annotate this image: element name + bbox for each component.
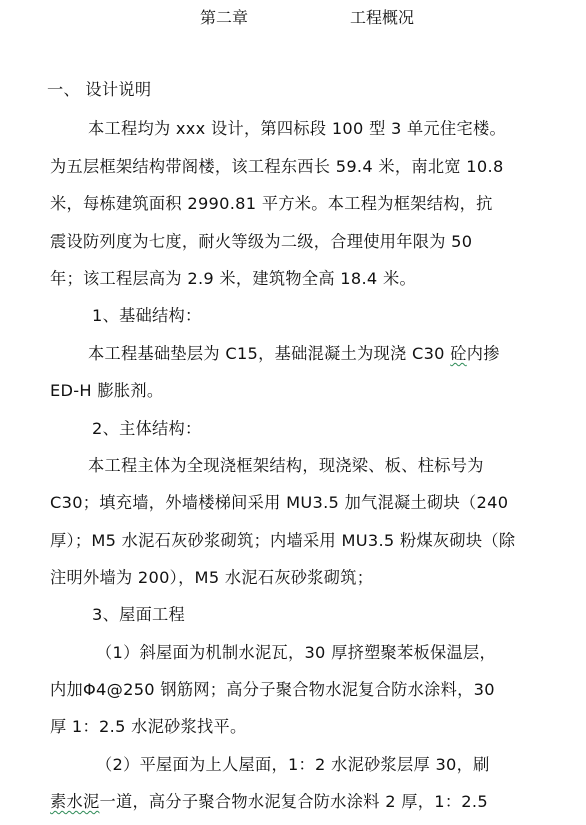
spellcheck-flagged-word: 砼 — [450, 344, 467, 363]
section-heading-design: 一、 设计说明 — [47, 80, 152, 99]
paragraph-line: 震设防列度为七度，耐火等级为二级，合理使用年限为 50 — [50, 232, 473, 251]
paragraph-line: （2）平屋面为上人屋面，1：2 水泥砂浆层厚 30，刷 — [96, 755, 490, 774]
text-span: 内掺 — [466, 344, 500, 363]
paragraph-line: 米，每栋建筑面积 2990.81 平方米。本工程为框架结构，抗 — [50, 194, 493, 213]
paragraph-line: 年；该工程层高为 2.9 米，建筑物全高 18.4 米。 — [50, 269, 416, 288]
paragraph-line: （1）斜屋面为机制水泥瓦，30 厚挤塑聚苯板保温层， — [96, 643, 496, 662]
paragraph-line: 本工程均为 xxx 设计，第四标段 100 型 3 单元住宅楼。 — [88, 119, 506, 138]
text-span: 本工程基础垫层为 C15，基础混凝土为现浇 C30 — [88, 344, 451, 363]
paragraph-line: 内加Φ4@250 钢筋网；高分子聚合物水泥复合防水涂料，30 — [50, 680, 495, 699]
paragraph-line: 厚 1：2.5 水泥砂浆找平。 — [50, 717, 247, 736]
subsection-heading-roof: 3、屋面工程 — [92, 605, 186, 624]
paragraph-line: C30；填充墙，外墙楼梯间采用 MU3.5 加气混凝土砌块（240 — [50, 493, 509, 512]
text-span: 一道，高分子聚合物水泥复合防水涂料 2 厚，1：2.5 — [99, 792, 488, 811]
paragraph-line: 厚）；M5 水泥石灰砂浆砌筑；内墙采用 MU3.5 粉煤灰砌块（除 — [50, 531, 516, 550]
paragraph-line: 本工程主体为全现浇框架结构，现浇梁、板、柱标号为 — [88, 456, 484, 475]
chapter-title: 工程概况 — [350, 8, 415, 27]
subsection-heading-main-structure: 2、主体结构： — [92, 419, 202, 438]
subsection-heading-foundation: 1、基础结构： — [92, 306, 202, 325]
chapter-number: 第二章 — [200, 8, 249, 27]
paragraph-line: ED-H 膨胀剂。 — [50, 381, 164, 400]
paragraph-line: 为五层框架结构带阁楼，该工程东西长 59.4 米，南北宽 10.8 — [50, 157, 504, 176]
paragraph-line: 注明外墙为 200），M5 水泥石灰砂浆砌筑； — [50, 568, 374, 587]
paragraph-line — [50, 791, 488, 813]
spellcheck-flagged-word: 素水泥 — [50, 792, 100, 811]
paragraph-line — [88, 343, 500, 365]
